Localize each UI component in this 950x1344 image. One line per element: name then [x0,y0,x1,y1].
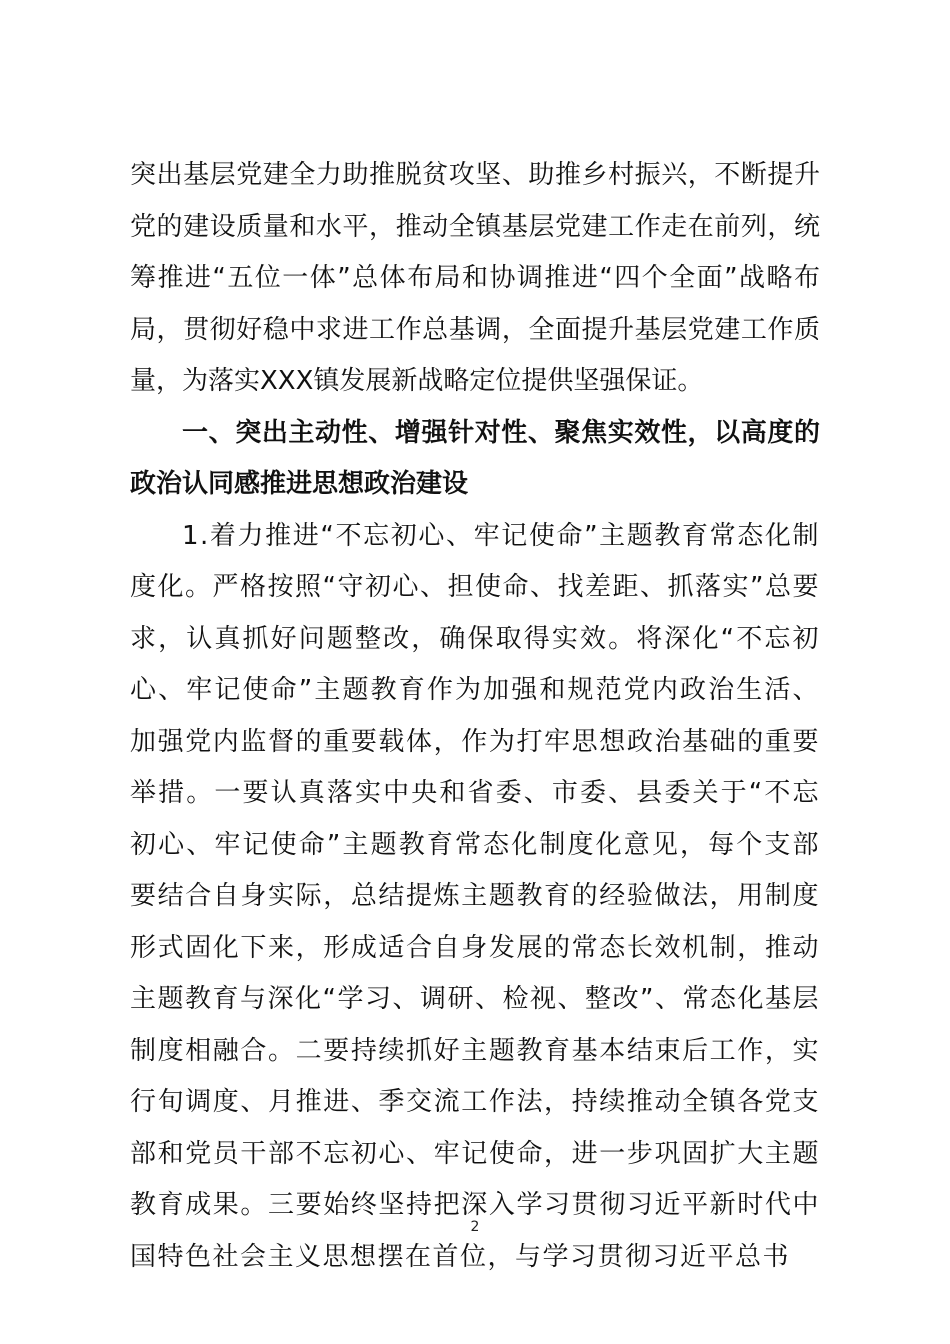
subsection-paragraph: 1.着力推进“不忘初心、牢记使命”主题教育常态化制度化。严格按照“守初心、担使命、找差距、抓落实”总要求，认真抓好问题整改，确保取得实效。将深化“不忘初心、牢记使命”主题教育作为加强和规范党内政治生活、加强党内监督的重要载体，作为打牢思想政治基础的重要举措。一要认真落实中央和省委、市委、县委关于“不忘初心、牢记使命”主题教育常态化制度化意见，每个支部要结合自身实际，总结提炼主题教育的经验做法，用制度形式固化下来，形成适合自身发展的常态长效机制，推动主题教育与深化“学习、调研、检视、整改”、常态化基层制度相融合。二要持续抓好主题教育基本结束后工作，实行旬调度、月推进、季交流工作法，持续推动全镇各党支部和党员干部不忘初心、牢记使命，进一步巩固扩大主题教育成果。三要始终坚持把深入学习贯彻习近平新时代中国特色社会主义思想摆在首位，与学习贯彻习近平总书 [130,520,820,1272]
section-heading: 一、突出主动性、增强针对性、聚焦实效性，以高度的政治认同感推进思想政治建设 [130,417,820,499]
body-paragraph: 突出基层党建全力助推脱贫攻坚、助推乡村振兴，不断提升党的建设质量和水平，推动全镇基层党建工作走在前列，统筹推进“五位一体”总体布局和协调推进“四个全面”战略布局，贯彻好稳中求进工作总基调，全面提升基层党建工作质量，为落实XXX镇发展新战略定位提供坚强保证。 [130,160,820,396]
page-number: 2 [470,1219,480,1235]
document-body [130,150,820,1283]
